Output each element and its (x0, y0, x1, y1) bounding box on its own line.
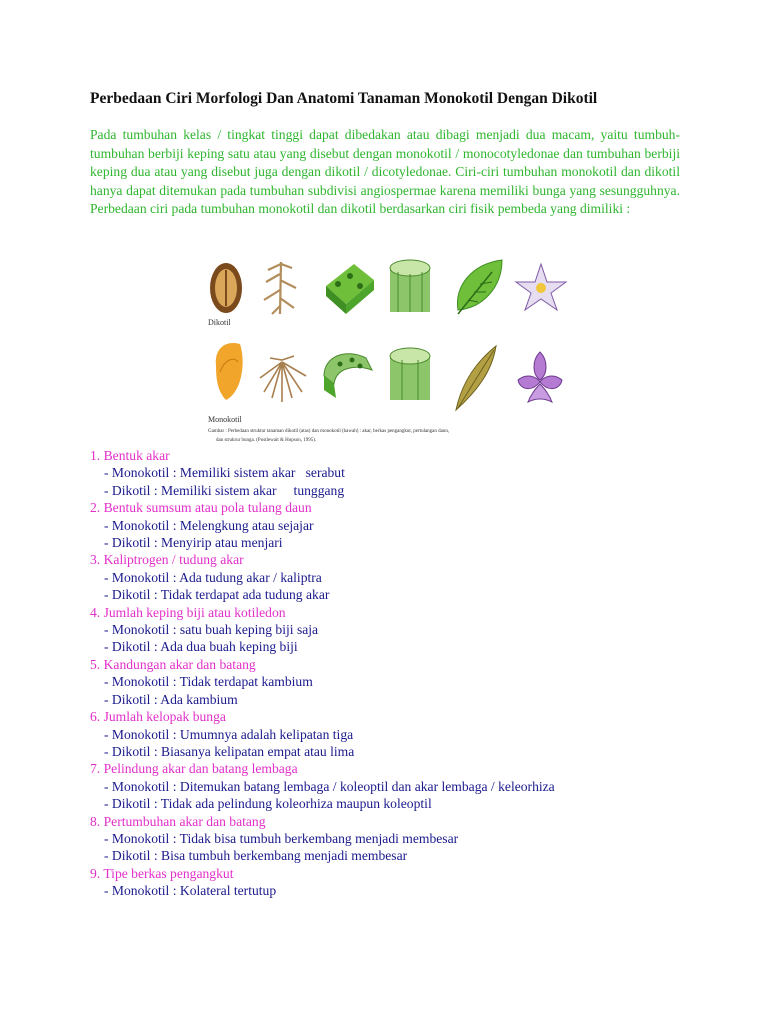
monokotil-seed-icon (216, 343, 243, 400)
intro-paragraph: Pada tumbuhan kelas / tingkat tinggi dapat dibedakan atau dibagi menjadi dua macam, yaitu tumbuh-tumbuhan berbiji keping satu atau yang disebut dengan monokotil / monocotyledonae dan tumbuhan berbiji keping dua atau yang disebut juga dengan dikotil / dicotyledonae. Ciri-ciri tumbuhan monokotil dan dikotil hanya dapat ditemukan pada tumbuhan subdivisi angiospermae karena memiliki bunga yang sesungguhnya. Perbedaan ciri pada tumbuhan monokotil dan dikotil berdasarkan ciri fisik pembeda yang dimiliki : (90, 127, 680, 217)
list-item-dikotil: - Dikotil : Biasanya kelipatan empat atau lima (104, 743, 355, 759)
monokotil-stem-section-icon (324, 354, 372, 398)
list-item-title: 8. Pertumbuhan akar dan batang (90, 813, 266, 829)
list-item-monokotil: - Monokotil : Ditemukan batang lembaga / koleoptil dan akar lembaga / keleorhiza (104, 778, 555, 794)
list-item-dikotil: - Dikotil : Tidak ada pelindung koleorhiza maupun koleoptil (104, 796, 432, 812)
list-item-title: 7. Pelindung akar dan batang lembaga (90, 761, 298, 777)
dikotil-label: Dikotil (208, 318, 231, 327)
list-item-monokotil: - Monokotil : Kolateral tertutup (104, 883, 277, 899)
list-item-monokotil: - Monokotil : Ada tudung akar / kaliptra (104, 569, 322, 585)
list-item-dikotil: - Dikotil : Memiliki sistem akar tunggang (104, 482, 345, 498)
dikotil-leaf-icon (457, 260, 502, 314)
list-item-monokotil: - Monokotil : Tidak terdapat kambium (104, 674, 313, 690)
monokotil-fibrous-root-icon (260, 356, 306, 402)
comparison-figure (206, 252, 574, 452)
dikotil-stem-section-icon (326, 264, 374, 314)
dikotil-root-section-icon (390, 260, 430, 312)
dikotil-monokotil-illustration (206, 252, 574, 452)
page-title: Perbedaan Ciri Morfologi Dan Anatomi Tanaman Monokotil Dengan Dikotil (90, 90, 598, 107)
dikotil-flower-icon (516, 264, 566, 310)
list-item-dikotil: - Dikotil : Menyirip atau menjari (104, 535, 283, 551)
list-item-title: 4. Jumlah keping biji atau kotiledon (90, 604, 286, 620)
monokotil-flower-icon (518, 352, 562, 402)
monokotil-label: Monokotil (208, 415, 242, 424)
list-item-title: 9. Tipe berkas pengangkut (90, 865, 234, 881)
list-item-dikotil: - Dikotil : Ada kambium (104, 691, 238, 707)
list-item-monokotil: - Monokotil : Memiliki sistem akar serabut (104, 465, 345, 481)
list-item-title: 1. Bentuk akar (90, 448, 170, 463)
list-item-monokotil: - Monokotil : satu buah keping biji saja (104, 622, 319, 638)
list-item-dikotil: - Dikotil : Ada dua buah keping biji (104, 639, 298, 655)
figure-caption-line1: Gambar : Perbedaan struktur tanaman dikotil (atas) dan monokotil (bawah) : akar, berkas pengangkut, pertulangan daun, (208, 429, 450, 434)
list-item-title: 2. Bentuk sumsum atau pola tulang daun (90, 500, 312, 516)
list-item-title: 5. Kandungan akar dan batang (90, 656, 256, 672)
list-item-dikotil: - Dikotil : Tidak terdapat ada tudung akar (104, 587, 330, 603)
list-item-title: 6. Jumlah kelopak bunga (90, 709, 226, 725)
list-item-monokotil: - Monokotil : Umumnya adalah kelipatan tiga (104, 726, 354, 742)
list-item-monokotil: - Monokotil : Melengkung atau sejajar (104, 517, 314, 533)
list-item-dikotil: - Dikotil : Bisa tumbuh berkembang menjadi membesar (104, 848, 408, 864)
monokotil-leaf-icon (456, 346, 496, 410)
comparison-list (90, 447, 690, 900)
monokotil-root-section-icon (390, 348, 430, 400)
dikotil-taproot-icon (264, 262, 296, 314)
list-item-monokotil: - Monokotil : Tidak bisa tumbuh berkembang menjadi membesar (104, 830, 459, 846)
dikotil-seed-icon (210, 263, 242, 313)
figure-caption-line2: dan strukrur bunga. (Postlewait & Hopson, 1995). (216, 438, 317, 443)
list-item-title: 3. Kaliptrogen / tudung akar (90, 552, 244, 568)
